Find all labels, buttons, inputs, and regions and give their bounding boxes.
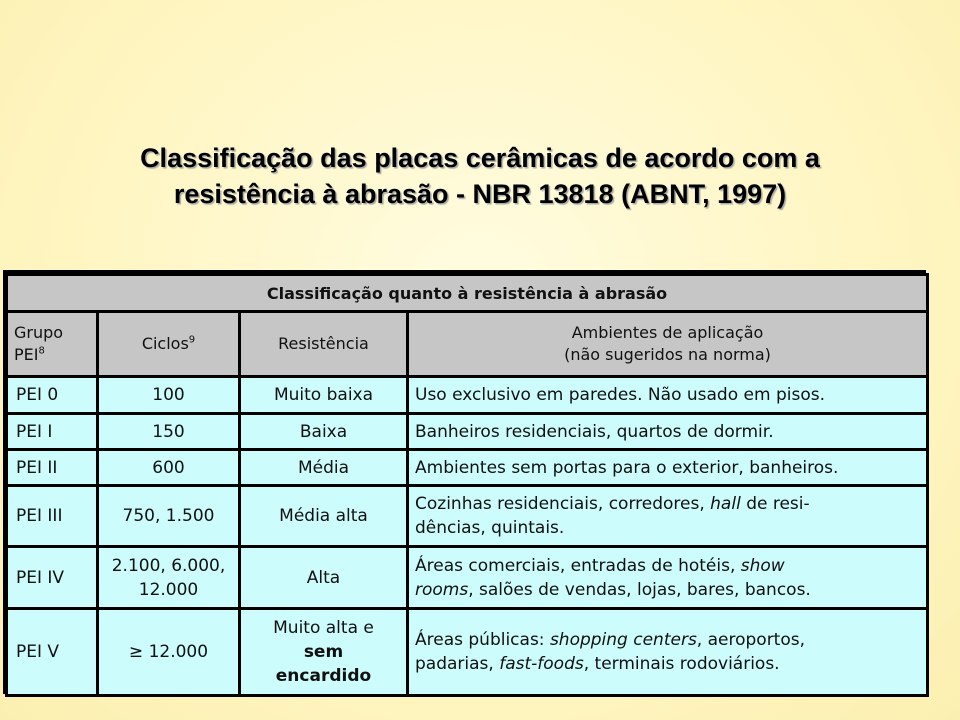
- cell-grupo: PEI III: [7, 486, 98, 547]
- cell-ambientes-part-b: shopping centers: [549, 630, 697, 650]
- header-ciclos: [98, 312, 240, 377]
- header-grupo-line2: [14, 344, 90, 366]
- cell-resistencia: [240, 609, 408, 696]
- cell-grupo: PEI II: [7, 450, 98, 486]
- cell-resistencia: Média alta: [240, 486, 408, 547]
- table-row-pei-v: [7, 609, 928, 696]
- table-row-pei-iv: [7, 547, 928, 609]
- cell-resistencia: Alta: [240, 547, 408, 609]
- cell-ciclos-line2: 12.000: [138, 579, 199, 600]
- cell-ambientes: [408, 486, 928, 547]
- header-grupo-pei-text: PEI: [14, 345, 39, 364]
- table-row-pei-0: [7, 377, 928, 414]
- cell-ambientes-part-c: de resi-: [740, 494, 810, 514]
- cell-ambientes-part-d: , salões de vendas, lojas, bares, bancos.: [468, 579, 811, 600]
- table-header-row: [7, 312, 928, 377]
- cell-resistencia: Muito baixa: [240, 377, 408, 414]
- table-row-pei-i: [7, 414, 928, 450]
- header-grupo-pei: [7, 312, 98, 377]
- cell-ambientes-part-f: , terminais rodoviários.: [583, 654, 780, 674]
- header-grupo-footnote: 8: [38, 345, 45, 357]
- cell-ciclos: 100: [98, 377, 240, 414]
- header-grupo-line1: Grupo: [14, 323, 64, 342]
- table-row-pei-ii: [7, 450, 928, 486]
- cell-grupo: PEI V: [7, 609, 98, 696]
- cell-ambientes-part-c: rooms: [415, 579, 469, 600]
- cell-grupo: PEI I: [7, 414, 98, 450]
- cell-resistencia: Média: [240, 450, 408, 486]
- cell-ambientes-part-a: Áreas comerciais, entradas de hotéis,: [415, 555, 741, 576]
- cell-ambientes-part-a: Cozinhas residenciais, corredores,: [415, 494, 711, 514]
- cell-grupo: PEI 0: [7, 377, 98, 414]
- slide-title: [30, 140, 930, 212]
- cell-ambientes: Ambientes sem portas para o exterior, banheiros.: [408, 450, 928, 486]
- cell-ambientes-part-d: padarias,: [415, 654, 500, 674]
- cell-ciclos: 750, 1.500: [98, 486, 240, 547]
- cell-ambientes-part-e: fast-foods: [499, 654, 584, 674]
- header-ciclos-text: Ciclos: [141, 334, 189, 353]
- header-ambientes-line1: Ambientes de aplicação: [571, 323, 764, 342]
- cell-ambientes-part-a: Áreas públicas:: [415, 630, 550, 650]
- table-group-header: Classificação quanto à resistência à abrasão: [7, 275, 928, 312]
- table-group-header-row: [7, 275, 928, 312]
- table-row-pei-iii: [7, 486, 928, 547]
- cell-ambientes-part-b: hall: [710, 494, 741, 514]
- cell-grupo: PEI IV: [7, 547, 98, 609]
- cell-resistencia-line3: encardido: [275, 666, 372, 686]
- header-ambientes-line2: (não sugeridos na norma): [564, 345, 771, 364]
- cell-ciclos: 600: [98, 450, 240, 486]
- header-ciclos-footnote: 9: [188, 334, 196, 346]
- header-resistencia: Resistência: [240, 312, 408, 377]
- slide-title-line-2: resistência à abrasão - NBR 13818 (ABNT, 1997): [173, 179, 787, 209]
- cell-ciclos: ≥ 12.000: [98, 609, 240, 696]
- cell-resistencia-line2: sem: [303, 642, 344, 662]
- cell-ambientes-part-b: show: [740, 555, 785, 576]
- slide-title-line-1: Classificação das placas cerâmicas de acordo com a: [140, 143, 820, 173]
- abrasion-table-frame: [3, 270, 926, 694]
- header-ambientes: [408, 312, 928, 377]
- cell-ambientes: Banheiros residenciais, quartos de dormir.: [408, 414, 928, 450]
- cell-ambientes-part-c: , aeroportos,: [696, 630, 806, 650]
- cell-ciclos: [98, 547, 240, 609]
- cell-ambientes: [408, 609, 928, 696]
- cell-ambientes-part-d: dências, quintais.: [415, 518, 565, 538]
- cell-ambientes: Uso exclusivo em paredes. Não usado em pisos.: [408, 377, 928, 414]
- cell-ciclos-line1: 2.100, 6.000,: [111, 555, 226, 576]
- cell-resistencia: Baixa: [240, 414, 408, 450]
- abrasion-classification-table: [5, 273, 929, 697]
- cell-resistencia-line1: Muito alta e: [273, 618, 374, 638]
- cell-ambientes: [408, 547, 928, 609]
- cell-ciclos: 150: [98, 414, 240, 450]
